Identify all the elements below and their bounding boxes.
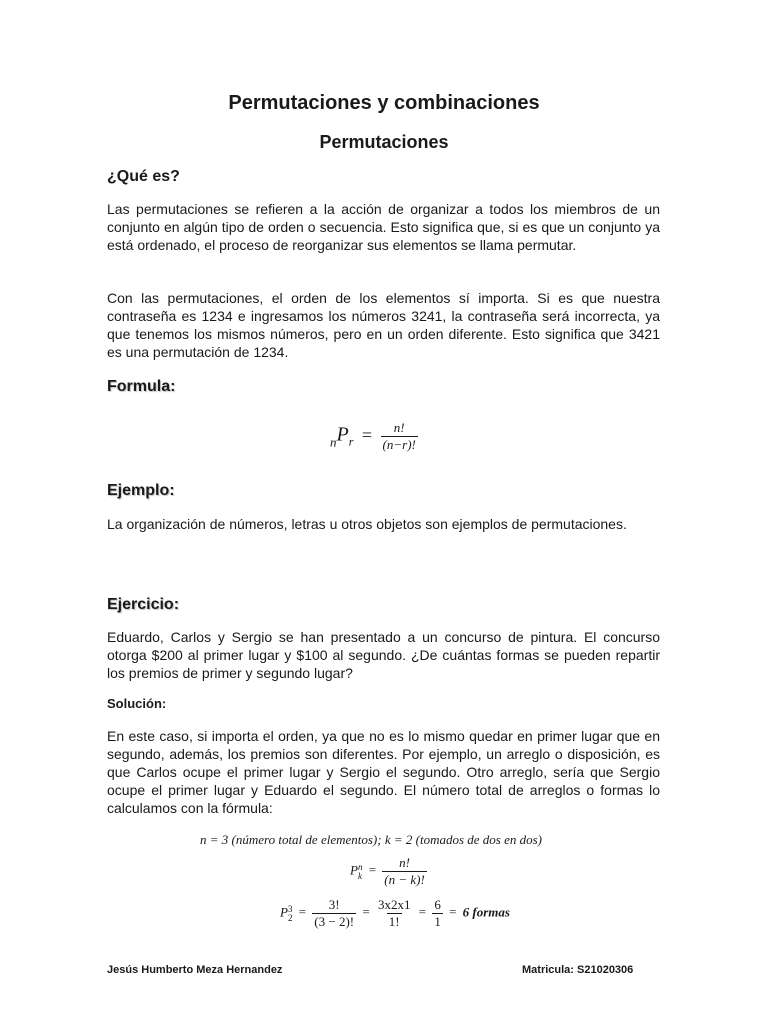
calc-equals-4: = xyxy=(449,904,457,920)
heading-que-es: ¿Qué es? xyxy=(107,168,180,185)
gen-denominator: (n − k)! xyxy=(384,872,425,887)
calc-sub: 2 xyxy=(287,912,293,923)
paragraph-ejemplo: La organización de números, letras u otros objetos son ejemplos de permutaciones. xyxy=(107,516,627,532)
footer-author: Jesús Humberto Meza Hernandez xyxy=(107,964,283,976)
calc-f2-den: 1! xyxy=(388,914,400,929)
paragraph-orden: Con las permutaciones, el orden de los elementos sí importa. Si es que nuestra contraseña es 1234 e ingresamos los números 3241, la contraseña será incorrecta, ya que tenemos los mismos números, pero en un orden diferente. Esto significa que 3421 es una permutación de 1234. xyxy=(107,290,660,360)
calc-equals-1: = xyxy=(298,904,307,920)
calc-equals-3: = xyxy=(418,904,427,920)
paragraph-solucion: En este caso, si importa el orden, ya que no es lo mismo quedar en primer lugar que en segundo, además, los premios son diferentes. Por ejemplo, un arreglo o disposición, es que Carlos ocupe el primer lugar y Sergio el segundo. Otro arreglo, sería que Sergio ocupe el primer lugar y Eduardo el segundo. El número total de arreglos o formas lo calculamos con la fórmula: xyxy=(107,728,660,816)
document-title: Permutaciones y combinaciones xyxy=(228,92,540,114)
gen-numerator: n! xyxy=(399,855,410,870)
calc-p: P xyxy=(280,904,288,920)
calc-f3-num: 6 xyxy=(434,897,441,912)
gen-equals: = xyxy=(368,862,377,878)
solution-label: Solución: xyxy=(107,696,167,711)
gen-sup-n: n xyxy=(357,861,363,872)
paragraph-definicion: Las permutaciones se refieren a la acción de organizar a todos los miembros de un conjunto en algún tipo de orden o secuencia. Esto significa que, si es que un conjunto ya está ordenado, el proceso de reorganizar sus elementos se llama permutar. xyxy=(107,201,660,253)
formula-equals: = xyxy=(361,424,373,445)
exercise-general-formula xyxy=(350,855,427,888)
formula-numerator: n! xyxy=(393,420,405,435)
calc-f1-num: 3! xyxy=(328,897,340,912)
exercise-computation xyxy=(280,897,510,930)
formula-sub-r: r xyxy=(348,434,354,449)
calc-sup: 3 xyxy=(287,903,293,914)
paragraph-ejercicio: Eduardo, Carlos y Sergio se han presentado a un concurso de pintura. El concurso otorga $200 al primer lugar y $100 al segundo. ¿De cuántas formas se pueden repartir los premios de primer y segundo lugar? xyxy=(107,629,660,681)
calc-result: 6 formas xyxy=(462,904,510,920)
calc-equals-2: = xyxy=(362,904,370,920)
gen-sub-k: k xyxy=(357,870,362,881)
formula-p: P xyxy=(336,423,349,446)
formula-fraction xyxy=(381,420,418,453)
heading-ejemplo: Ejemplo: xyxy=(107,482,175,499)
calc-fraction-3 xyxy=(432,897,443,930)
gen-fraction xyxy=(382,855,427,888)
permutation-formula xyxy=(330,420,450,460)
heading-formula: Formula: xyxy=(107,378,176,395)
calc-fraction-2 xyxy=(376,897,413,930)
document-subtitle: Permutaciones xyxy=(319,132,449,152)
formula-denominator: (n−r)! xyxy=(382,437,416,452)
calc-f2-num: 3x2x1 xyxy=(377,897,411,912)
footer-matricula: Matricula: S21020306 xyxy=(522,964,634,976)
calc-fraction-1 xyxy=(312,897,356,930)
heading-ejercicio: Ejercicio: xyxy=(107,596,180,613)
formula-pre-n: n xyxy=(330,434,337,450)
calc-f1-den: (3 − 2)! xyxy=(314,914,355,929)
gen-p: P xyxy=(350,862,358,878)
exercise-values-line: n = 3 (número total de elementos); k = 2 (tomados de dos en dos) xyxy=(200,832,542,847)
calc-f3-den: 1 xyxy=(434,914,441,929)
